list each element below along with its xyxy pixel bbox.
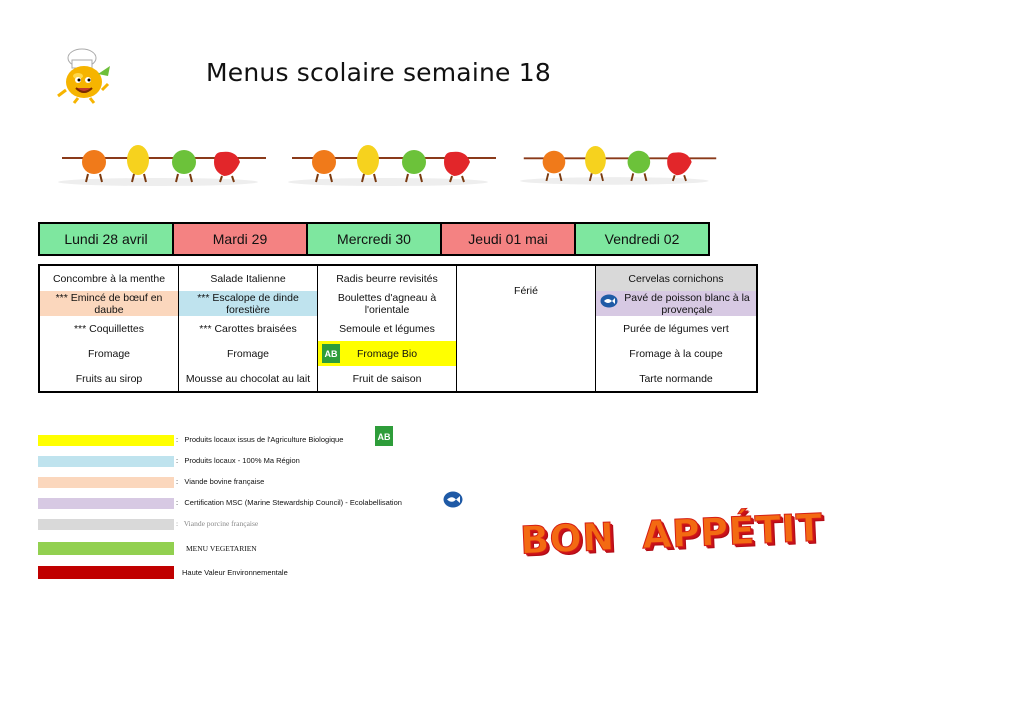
legend-label: Certification MSC (Marine Stewardship Council) - Ecolabellisation xyxy=(184,498,402,507)
legend-swatch xyxy=(38,519,174,530)
legend-swatch xyxy=(38,498,174,509)
legend-swatch xyxy=(38,542,174,555)
menu-cell: Fromage xyxy=(179,341,318,366)
fruit-characters-banner-icon xyxy=(520,138,720,188)
legend-swatch xyxy=(38,477,174,488)
day-header-mardi: Mardi 29 xyxy=(173,223,307,255)
fruit-characters-banner-icon xyxy=(58,138,270,188)
menu-cell: Fruit de saison xyxy=(318,366,457,392)
menu-cell: *** Emincé de bœuf en daube xyxy=(39,291,179,316)
menu-cell: Fromage à la coupe xyxy=(596,341,758,366)
legend-label: Produits locaux issus de l'Agriculture Biologique xyxy=(184,435,344,444)
table-row xyxy=(39,341,757,366)
legend-separator: : xyxy=(176,477,179,486)
day-header-mercredi: Mercredi 30 xyxy=(307,223,441,255)
menu-cell-text: Fromage Bio xyxy=(356,347,418,360)
bon-appetit-slogan: BON APPÉTIT xyxy=(519,505,824,563)
ab-organic-logo-icon xyxy=(322,344,340,363)
menu-cell-text: Pavé de poisson blanc à la provençale xyxy=(624,291,750,316)
legend-label: Viande porcine française xyxy=(183,519,259,528)
msc-fish-logo-icon xyxy=(443,491,463,508)
legend-separator: : xyxy=(176,498,179,507)
menu-cell-bio xyxy=(318,341,457,366)
day-header-jeudi: Jeudi 01 mai xyxy=(441,223,575,255)
menu-cell: Purée de légumes vert xyxy=(596,316,758,341)
ab-organic-logo-icon xyxy=(375,426,393,446)
table-row xyxy=(39,366,757,392)
menu-table xyxy=(38,264,758,393)
menu-cell-ferie xyxy=(457,265,596,392)
day-header-vendredi: Vendredi 02 xyxy=(575,223,709,255)
msc-fish-logo-icon xyxy=(600,294,618,308)
legend-label: Produits locaux - 100% Ma Région xyxy=(184,456,300,465)
legend-label: MENU VEGETARIEN xyxy=(186,544,257,553)
legend-label: Haute Valeur Environnementale xyxy=(182,568,288,577)
menu-cell: Boulettes d'agneau à l'orientale xyxy=(318,291,457,316)
legend-separator: : xyxy=(176,456,179,465)
menu-cell: Fruits au sirop xyxy=(39,366,179,392)
table-row xyxy=(39,265,757,291)
legend-separator: : xyxy=(176,519,179,528)
legend-label: Viande bovine française xyxy=(184,477,265,486)
legend-separator: : xyxy=(176,435,179,444)
table-row xyxy=(39,316,757,341)
legend-swatch xyxy=(38,435,174,446)
menu-cell: *** Carottes braisées xyxy=(179,316,318,341)
menu-cell: Concombre à la menthe xyxy=(39,265,179,291)
page-title: Menus scolaire semaine 18 xyxy=(206,58,551,87)
menu-cell: Fromage xyxy=(39,341,179,366)
day-header-lundi: Lundi 28 avril xyxy=(39,223,173,255)
menu-cell: *** Escalope de dinde forestière xyxy=(179,291,318,316)
menu-cell: Radis beurre revisités xyxy=(318,265,457,291)
ferie-label: Férié xyxy=(514,284,538,297)
svg-text:AB: AB xyxy=(377,432,391,442)
menu-cell: Mousse au chocolat au lait xyxy=(179,366,318,392)
menu-cell: Semoule et légumes xyxy=(318,316,457,341)
chef-lemon-logo-icon xyxy=(52,46,116,104)
menu-cell-msc xyxy=(596,291,758,316)
menu-cell: Tarte normande xyxy=(596,366,758,392)
menu-cell: Salade Italienne xyxy=(179,265,318,291)
table-row xyxy=(39,291,757,316)
fruit-characters-banner-icon xyxy=(288,138,500,188)
day-header-table xyxy=(38,222,710,256)
legend-swatch xyxy=(38,566,174,579)
legend-swatch xyxy=(38,456,174,467)
svg-text:AB: AB xyxy=(324,349,338,359)
menu-cell: *** Coquillettes xyxy=(39,316,179,341)
menu-cell: Cervelas cornichons xyxy=(596,265,758,291)
